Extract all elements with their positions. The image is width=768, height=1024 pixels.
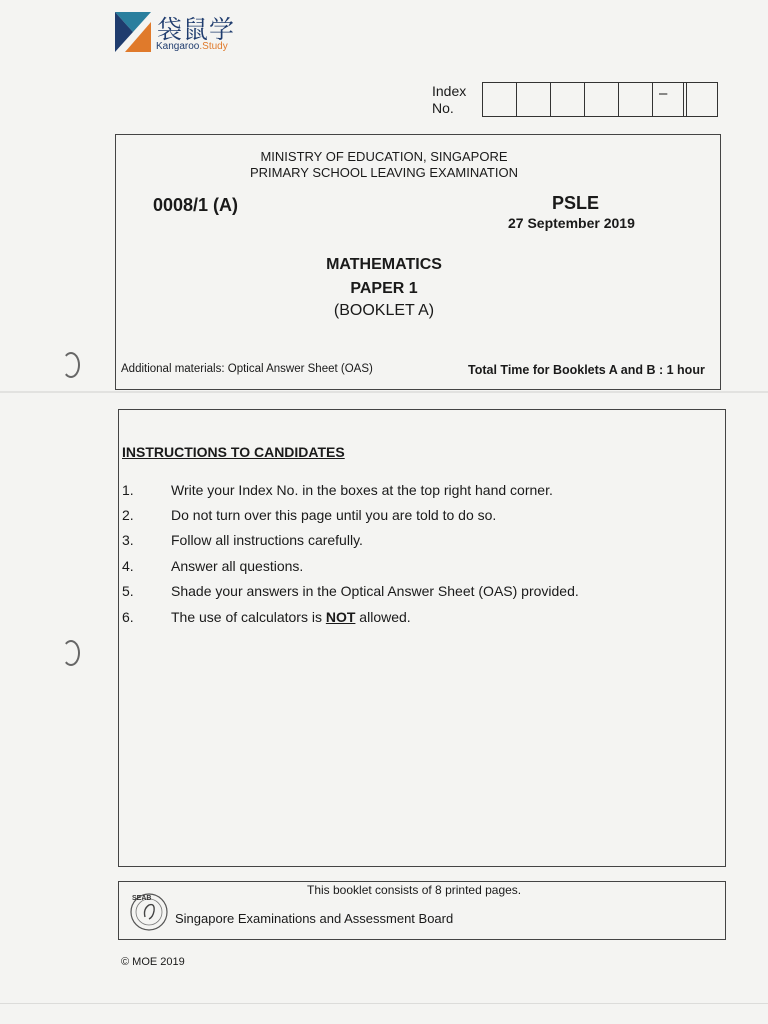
logo-brand-suffix: .Study bbox=[199, 41, 228, 52]
paper-number: PAPER 1 bbox=[350, 280, 418, 297]
seab-emblem-text: SEAB bbox=[132, 895, 152, 902]
instruction-item bbox=[122, 604, 682, 629]
paper-code: 0008/1 (A) bbox=[153, 195, 239, 215]
instruction-number: 4. bbox=[122, 557, 134, 574]
instruction-text: Shade your answers in the Optical Answer Sheet (OAS) provided. bbox=[171, 583, 579, 600]
index-digit-box[interactable] bbox=[619, 83, 653, 116]
instruction-item bbox=[122, 502, 682, 527]
kangaroo-study-logo-icon bbox=[115, 12, 151, 52]
instruction-text: Follow all instructions carefully. bbox=[171, 532, 363, 549]
scan-shadow-line bbox=[0, 391, 768, 393]
punch-hole-icon bbox=[62, 640, 80, 666]
instruction-emphasis: NOT bbox=[325, 608, 356, 625]
total-time: Total Time for Booklets A and B : 1 hour bbox=[468, 363, 705, 377]
instruction-number: 5. bbox=[122, 583, 134, 600]
instruction-item bbox=[122, 528, 682, 553]
instruction-number: 2. bbox=[122, 507, 134, 524]
logo-chinese-text: 袋鼠学 bbox=[157, 15, 236, 44]
copyright: © MOE 2019 bbox=[121, 956, 185, 968]
index-digit-box[interactable] bbox=[551, 83, 585, 116]
index-digit-box[interactable] bbox=[517, 83, 551, 116]
index-check-box[interactable] bbox=[683, 82, 718, 117]
index-dash: – bbox=[659, 85, 668, 102]
index-digit-box[interactable] bbox=[653, 83, 686, 116]
additional-materials: Additional materials: Optical Answer Sheet (OAS) bbox=[121, 363, 373, 375]
instruction-number: 3. bbox=[122, 532, 134, 549]
instruction-text: Answer all questions. bbox=[171, 557, 304, 574]
punch-hole-icon bbox=[62, 352, 80, 378]
scan-edge-line bbox=[0, 1003, 768, 1004]
instruction-text: Write your Index No. in the boxes at the top right hand corner. bbox=[171, 481, 553, 498]
instruction-number: 1. bbox=[122, 481, 134, 498]
instruction-text-pre: The use of calculators is bbox=[171, 608, 326, 625]
instruction-text-post: allowed. bbox=[355, 608, 411, 625]
logo-brand-text bbox=[156, 41, 228, 52]
seab-board-name: Singapore Examinations and Assessment Board bbox=[175, 911, 454, 926]
seab-emblem-icon bbox=[129, 891, 169, 933]
instruction-item bbox=[122, 553, 682, 578]
instruction-text bbox=[171, 609, 411, 625]
exam-date: 27 September 2019 bbox=[508, 215, 635, 231]
index-label-line2: No. bbox=[432, 100, 454, 116]
subject-title: MATHEMATICS bbox=[326, 256, 442, 273]
instructions-title: INSTRUCTIONS TO CANDIDATES bbox=[122, 444, 345, 460]
printed-pages-note: This booklet consists of 8 printed pages. bbox=[307, 883, 522, 897]
instruction-text: Do not turn over this page until you are told to do so. bbox=[171, 507, 497, 524]
booklet-label: (BOOKLET A) bbox=[333, 302, 435, 319]
ministry-heading bbox=[0, 149, 768, 181]
ministry-line1: MINISTRY OF EDUCATION, SINGAPORE bbox=[260, 149, 508, 164]
exam-name: PSLE bbox=[552, 193, 600, 213]
instruction-item bbox=[122, 477, 682, 502]
ministry-line2: PRIMARY SCHOOL LEAVING EXAMINATION bbox=[249, 165, 518, 180]
index-label-line1: Index bbox=[432, 83, 467, 99]
index-digit-box[interactable] bbox=[585, 83, 619, 116]
instruction-number: 6. bbox=[122, 608, 134, 625]
logo-brand-name: Kangaroo bbox=[156, 41, 200, 52]
instructions-list bbox=[122, 477, 682, 629]
index-no-boxes[interactable] bbox=[482, 82, 687, 117]
instruction-item bbox=[122, 579, 682, 604]
index-digit-box[interactable] bbox=[483, 83, 517, 116]
index-no-label bbox=[432, 83, 466, 117]
